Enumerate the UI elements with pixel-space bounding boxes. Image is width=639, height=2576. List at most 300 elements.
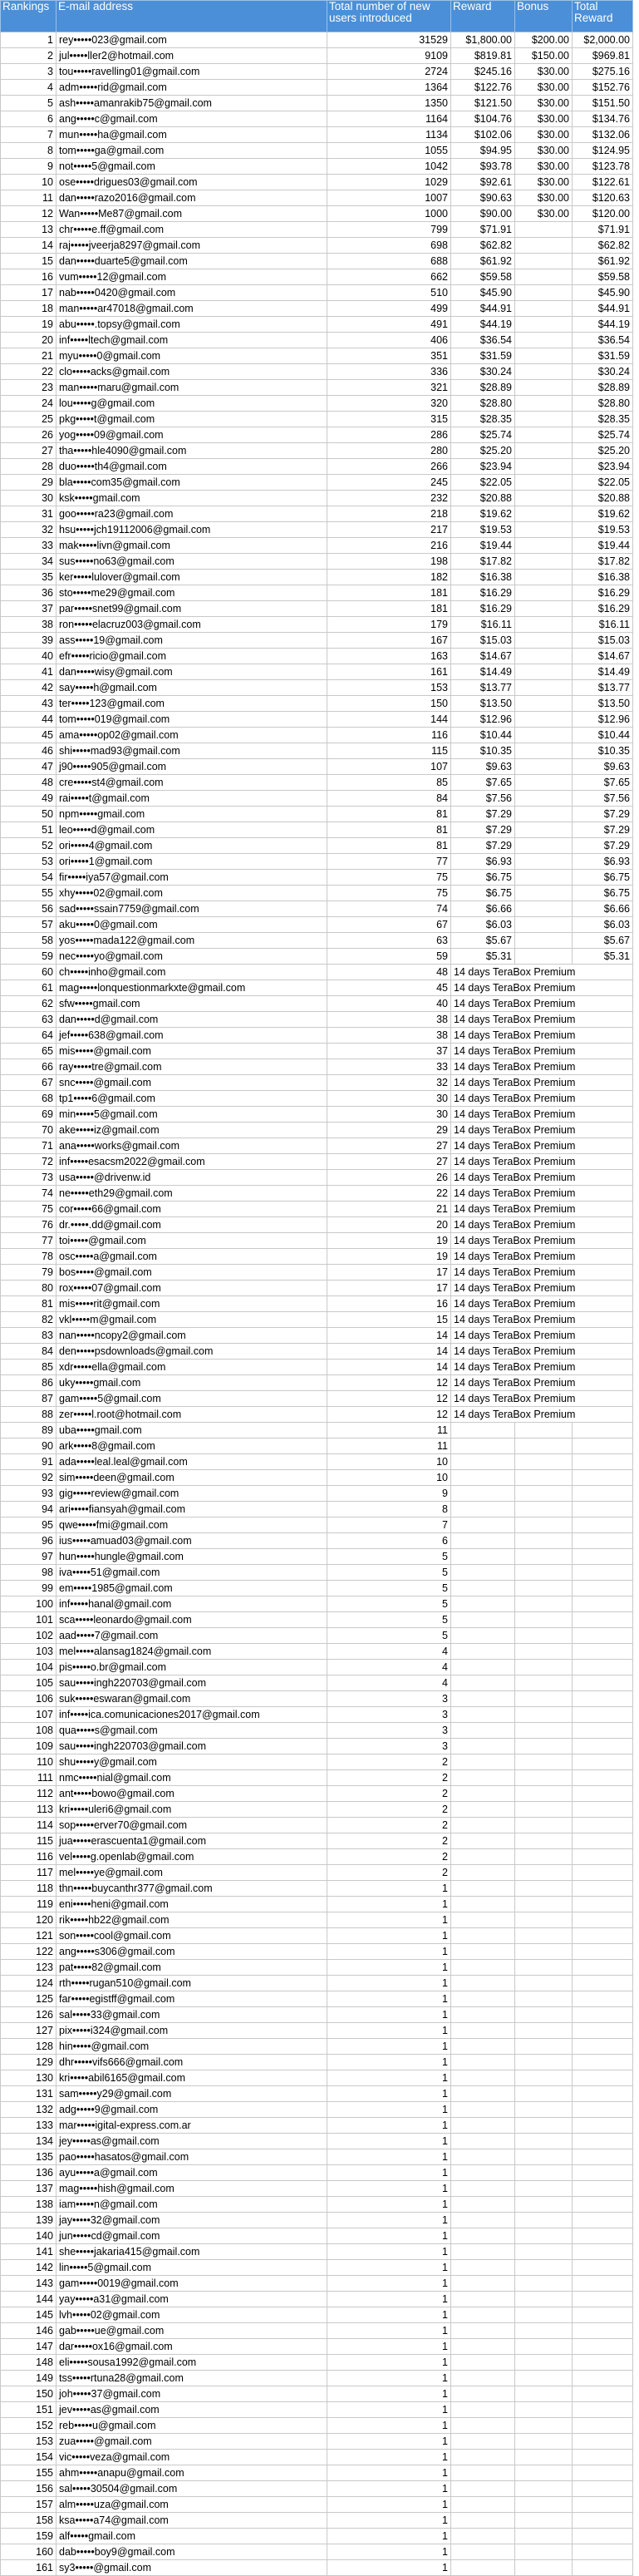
invited-cell: 67 xyxy=(327,917,451,933)
invited-cell: 1 xyxy=(327,2039,451,2055)
email-cell: ron•••••elacruz003@gmail.com xyxy=(57,617,327,633)
invited-cell: 59 xyxy=(327,949,451,965)
rank-cell: 161 xyxy=(1,2560,57,2576)
invited-cell: 198 xyxy=(327,554,451,570)
bonus-cell xyxy=(515,2434,573,2450)
table-row xyxy=(1,2276,633,2292)
total-cell: $28.35 xyxy=(573,412,633,427)
email-cell: xdr•••••ella@gmail.com xyxy=(57,1360,327,1375)
reward-cell: $16.29 xyxy=(451,585,515,601)
bonus-cell xyxy=(515,1675,573,1691)
table-row xyxy=(1,996,633,1012)
invited-cell: 181 xyxy=(327,585,451,601)
table-row xyxy=(1,2149,633,2165)
rank-cell: 51 xyxy=(1,822,57,838)
invited-cell: 3 xyxy=(327,1723,451,1739)
table-row xyxy=(1,917,633,933)
reward-cell: $6.66 xyxy=(451,901,515,917)
reward-cell xyxy=(451,2134,515,2149)
rank-cell: 65 xyxy=(1,1044,57,1059)
rank-cell: 89 xyxy=(1,1423,57,1439)
reward-cell: $22.05 xyxy=(451,475,515,491)
invited-cell: 74 xyxy=(327,901,451,917)
rank-cell: 128 xyxy=(1,2039,57,2055)
total-cell xyxy=(573,2544,633,2560)
email-cell: yog•••••09@gmail.com xyxy=(57,427,327,443)
reward-cell: $104.76 xyxy=(451,111,515,127)
reward-cell xyxy=(451,1897,515,1912)
invited-cell: 161 xyxy=(327,664,451,680)
total-cell xyxy=(573,2086,633,2102)
table-row xyxy=(1,1976,633,1991)
header-row xyxy=(1,1,633,32)
table-row xyxy=(1,2055,633,2070)
invited-cell: 662 xyxy=(327,269,451,285)
email-cell: mag•••••lonquestionmarkxte@gmail.com xyxy=(57,980,327,996)
email-cell: jey•••••as@gmail.com xyxy=(57,2134,327,2149)
total-cell xyxy=(573,1818,633,1833)
email-cell: man•••••maru@gmail.com xyxy=(57,380,327,396)
email-cell: xhy•••••02@gmail.com xyxy=(57,886,327,901)
table-row xyxy=(1,1960,633,1976)
reward-cell xyxy=(451,1517,515,1533)
reward-cell xyxy=(451,2086,515,2102)
invited-cell: 107 xyxy=(327,759,451,775)
bonus-cell xyxy=(515,1833,573,1849)
reward-cell: $6.93 xyxy=(451,854,515,870)
total-cell xyxy=(573,2039,633,2055)
invited-cell: 2 xyxy=(327,1786,451,1802)
reward-cell xyxy=(451,2307,515,2323)
bonus-cell xyxy=(515,1439,573,1454)
reward-cell: 14 days TeraBox Premium xyxy=(451,1138,633,1154)
reward-cell: $93.78 xyxy=(451,159,515,175)
email-cell: ch•••••inho@gmail.com xyxy=(57,965,327,980)
total-cell: $16.29 xyxy=(573,585,633,601)
bonus-cell xyxy=(515,617,573,633)
table-row xyxy=(1,2244,633,2260)
table-row xyxy=(1,32,633,48)
reward-cell: $59.58 xyxy=(451,269,515,285)
table-row xyxy=(1,206,633,222)
total-cell xyxy=(573,1739,633,1754)
reward-cell xyxy=(451,2529,515,2544)
total-cell: $124.95 xyxy=(573,143,633,159)
reward-cell xyxy=(451,1770,515,1786)
table-row xyxy=(1,585,633,601)
bonus-cell xyxy=(515,396,573,412)
reward-cell xyxy=(451,2292,515,2307)
email-cell: adm•••••rid@gmail.com xyxy=(57,80,327,96)
rank-cell: 101 xyxy=(1,1612,57,1628)
email-cell: ang•••••s306@gmail.com xyxy=(57,1944,327,1960)
rank-cell: 137 xyxy=(1,2181,57,2197)
invited-cell: 1 xyxy=(327,2276,451,2292)
table-row xyxy=(1,475,633,491)
reward-cell: 14 days TeraBox Premium xyxy=(451,1186,633,1202)
table-row xyxy=(1,1091,633,1107)
table-row xyxy=(1,1991,633,2007)
bonus-cell xyxy=(515,2260,573,2276)
email-cell: ose•••••drigues03@gmail.com xyxy=(57,175,327,190)
bonus-cell xyxy=(515,1849,573,1865)
table-row xyxy=(1,933,633,949)
total-cell: $13.50 xyxy=(573,696,633,712)
total-cell: $6.93 xyxy=(573,854,633,870)
bonus-cell xyxy=(515,822,573,838)
reward-cell: $5.67 xyxy=(451,933,515,949)
email-cell: bla•••••com35@gmail.com xyxy=(57,475,327,491)
rank-cell: 93 xyxy=(1,1486,57,1502)
invited-cell: 5 xyxy=(327,1581,451,1596)
rank-cell: 37 xyxy=(1,601,57,617)
rank-cell: 130 xyxy=(1,2070,57,2086)
email-cell: sau•••••ingh220703@gmail.com xyxy=(57,1739,327,1754)
email-cell: say•••••h@gmail.com xyxy=(57,680,327,696)
reward-cell: 14 days TeraBox Premium xyxy=(451,1281,633,1296)
invited-cell: 5 xyxy=(327,1612,451,1628)
email-cell: dab•••••boy9@gmail.com xyxy=(57,2544,327,2560)
reward-cell: $61.92 xyxy=(451,254,515,269)
invited-cell: 37 xyxy=(327,1044,451,1059)
reward-cell: 14 days TeraBox Premium xyxy=(451,1407,633,1423)
table-row xyxy=(1,1644,633,1660)
reward-cell xyxy=(451,2402,515,2418)
email-cell: chr•••••e.ff@gmail.com xyxy=(57,222,327,238)
email-cell: inf•••••hanal@gmail.com xyxy=(57,1596,327,1612)
rank-cell: 149 xyxy=(1,2371,57,2386)
rank-cell: 77 xyxy=(1,1233,57,1249)
invited-cell: 1 xyxy=(327,2197,451,2213)
reward-cell xyxy=(451,2371,515,2386)
total-cell xyxy=(573,2497,633,2513)
total-cell xyxy=(573,2355,633,2371)
invited-cell: 75 xyxy=(327,870,451,886)
rank-cell: 115 xyxy=(1,1833,57,1849)
total-cell: $152.76 xyxy=(573,80,633,96)
bonus-cell xyxy=(515,2339,573,2355)
email-cell: sal•••••33@gmail.com xyxy=(57,2007,327,2023)
invited-cell: 48 xyxy=(327,965,451,980)
total-cell: $5.31 xyxy=(573,949,633,965)
email-cell: nmc•••••nial@gmail.com xyxy=(57,1770,327,1786)
reward-cell xyxy=(451,2481,515,2497)
table-row xyxy=(1,1486,633,1502)
invited-cell: 19 xyxy=(327,1233,451,1249)
reward-cell xyxy=(451,1486,515,1502)
reward-cell: 14 days TeraBox Premium xyxy=(451,965,633,980)
table-row xyxy=(1,1012,633,1028)
reward-cell: 14 days TeraBox Premium xyxy=(451,1249,633,1265)
total-cell: $36.54 xyxy=(573,333,633,348)
total-cell xyxy=(573,2244,633,2260)
total-cell: $7.56 xyxy=(573,791,633,807)
reward-cell xyxy=(451,1565,515,1581)
invited-cell: 1 xyxy=(327,2339,451,2355)
reward-cell xyxy=(451,1423,515,1439)
total-cell: $2,000.00 xyxy=(573,32,633,48)
bonus-cell xyxy=(515,1770,573,1786)
email-cell: ana•••••works@gmail.com xyxy=(57,1138,327,1154)
total-cell xyxy=(573,2307,633,2323)
email-cell: cre•••••st4@gmail.com xyxy=(57,775,327,791)
rank-cell: 100 xyxy=(1,1596,57,1612)
bonus-cell xyxy=(515,807,573,822)
bonus-cell xyxy=(515,301,573,317)
email-cell: qwe•••••fmi@gmail.com xyxy=(57,1517,327,1533)
invited-cell: 510 xyxy=(327,285,451,301)
reward-cell xyxy=(451,2339,515,2355)
rank-cell: 85 xyxy=(1,1360,57,1375)
email-cell: nan•••••ncopy2@gmail.com xyxy=(57,1328,327,1344)
reward-cell xyxy=(451,1739,515,1754)
email-cell: nab•••••0420@gmail.com xyxy=(57,285,327,301)
rank-cell: 63 xyxy=(1,1012,57,1028)
total-cell xyxy=(573,2529,633,2544)
header-bonus: Bonus xyxy=(515,1,573,32)
email-cell: dar•••••ox16@gmail.com xyxy=(57,2339,327,2355)
bonus-cell xyxy=(515,1739,573,1754)
invited-cell: 1 xyxy=(327,2292,451,2307)
table-row xyxy=(1,175,633,190)
invited-cell: 1 xyxy=(327,2307,451,2323)
reward-cell: $44.19 xyxy=(451,317,515,333)
invited-cell: 1 xyxy=(327,1912,451,1928)
reward-cell xyxy=(451,2465,515,2481)
invited-cell: 2 xyxy=(327,1818,451,1833)
reward-cell: $16.11 xyxy=(451,617,515,633)
table-row xyxy=(1,459,633,475)
bonus-cell xyxy=(515,522,573,538)
rank-cell: 9 xyxy=(1,159,57,175)
rank-cell: 3 xyxy=(1,64,57,80)
invited-cell: 81 xyxy=(327,807,451,822)
invited-cell: 1 xyxy=(327,1928,451,1944)
reward-cell: 14 days TeraBox Premium xyxy=(451,1217,633,1233)
invited-cell: 9 xyxy=(327,1486,451,1502)
rank-cell: 21 xyxy=(1,348,57,364)
rank-cell: 110 xyxy=(1,1754,57,1770)
total-cell xyxy=(573,1565,633,1581)
email-cell: gam•••••5@gmail.com xyxy=(57,1391,327,1407)
reward-cell xyxy=(451,1833,515,1849)
email-cell: den•••••psdownloads@gmail.com xyxy=(57,1344,327,1360)
reward-cell xyxy=(451,2055,515,2070)
email-cell: vel•••••g.openlab@gmail.com xyxy=(57,1849,327,1865)
invited-cell: 29 xyxy=(327,1123,451,1138)
rank-cell: 78 xyxy=(1,1249,57,1265)
reward-cell: 14 days TeraBox Premium xyxy=(451,1312,633,1328)
invited-cell: 2 xyxy=(327,1865,451,1881)
rank-cell: 19 xyxy=(1,317,57,333)
rank-cell: 18 xyxy=(1,301,57,317)
invited-cell: 799 xyxy=(327,222,451,238)
bonus-cell xyxy=(515,1565,573,1581)
table-row xyxy=(1,1739,633,1754)
table-row xyxy=(1,1328,633,1344)
reward-cell: $25.74 xyxy=(451,427,515,443)
invited-cell: 351 xyxy=(327,348,451,364)
reward-cell: 14 days TeraBox Premium xyxy=(451,1028,633,1044)
bonus-cell xyxy=(515,238,573,254)
reward-cell xyxy=(451,1549,515,1565)
reward-cell: $15.03 xyxy=(451,633,515,649)
reward-cell xyxy=(451,2181,515,2197)
email-cell: dan•••••razo2016@gmail.com xyxy=(57,190,327,206)
email-cell: inf•••••esacsm2022@gmail.com xyxy=(57,1154,327,1170)
reward-cell: $7.29 xyxy=(451,822,515,838)
reward-cell xyxy=(451,1707,515,1723)
table-row xyxy=(1,712,633,728)
invited-cell: 26 xyxy=(327,1170,451,1186)
reward-cell xyxy=(451,1596,515,1612)
table-row xyxy=(1,1407,633,1423)
email-cell: rik•••••hb22@gmail.com xyxy=(57,1912,327,1928)
reward-cell: $122.76 xyxy=(451,80,515,96)
rank-cell: 39 xyxy=(1,633,57,649)
bonus-cell xyxy=(515,1517,573,1533)
rank-cell: 136 xyxy=(1,2165,57,2181)
bonus-cell xyxy=(515,649,573,664)
total-cell: $28.89 xyxy=(573,380,633,396)
rank-cell: 132 xyxy=(1,2102,57,2118)
reward-cell xyxy=(451,1865,515,1881)
table-row xyxy=(1,491,633,506)
reward-cell: $44.91 xyxy=(451,301,515,317)
bonus-cell xyxy=(515,2118,573,2134)
rank-cell: 11 xyxy=(1,190,57,206)
rank-cell: 114 xyxy=(1,1818,57,1833)
bonus-cell xyxy=(515,870,573,886)
invited-cell: 320 xyxy=(327,396,451,412)
rank-cell: 139 xyxy=(1,2213,57,2228)
bonus-cell xyxy=(515,2307,573,2323)
invited-cell: 40 xyxy=(327,996,451,1012)
invited-cell: 232 xyxy=(327,491,451,506)
rank-cell: 106 xyxy=(1,1691,57,1707)
table-row xyxy=(1,2560,633,2576)
total-cell xyxy=(573,2102,633,2118)
rank-cell: 53 xyxy=(1,854,57,870)
table-row xyxy=(1,127,633,143)
invited-cell: 1007 xyxy=(327,190,451,206)
email-cell: dr.•••••.dd@gmail.com xyxy=(57,1217,327,1233)
rank-cell: 79 xyxy=(1,1265,57,1281)
invited-cell: 2 xyxy=(327,1833,451,1849)
total-cell xyxy=(573,1581,633,1596)
rank-cell: 158 xyxy=(1,2513,57,2529)
bonus-cell xyxy=(515,2513,573,2529)
rank-cell: 72 xyxy=(1,1154,57,1170)
rank-cell: 150 xyxy=(1,2386,57,2402)
invited-cell: 17 xyxy=(327,1265,451,1281)
invited-cell: 1 xyxy=(327,2070,451,2086)
bonus-cell xyxy=(515,269,573,285)
bonus-cell xyxy=(515,1928,573,1944)
email-cell: ius•••••amuad03@gmail.com xyxy=(57,1533,327,1549)
table-row xyxy=(1,822,633,838)
bonus-cell: $30.00 xyxy=(515,175,573,190)
table-row xyxy=(1,1217,633,1233)
bonus-cell xyxy=(515,333,573,348)
reward-cell xyxy=(451,2386,515,2402)
reward-cell: $16.29 xyxy=(451,601,515,617)
total-cell xyxy=(573,1991,633,2007)
rank-cell: 52 xyxy=(1,838,57,854)
invited-cell: 9109 xyxy=(327,48,451,64)
rank-cell: 135 xyxy=(1,2149,57,2165)
bonus-cell xyxy=(515,459,573,475)
rank-cell: 81 xyxy=(1,1296,57,1312)
bonus-cell xyxy=(515,1423,573,1439)
reward-cell xyxy=(451,2118,515,2134)
email-cell: rey•••••023@gmail.com xyxy=(57,32,327,48)
reward-cell: $6.75 xyxy=(451,870,515,886)
invited-cell: 1 xyxy=(327,2260,451,2276)
invited-cell: 1 xyxy=(327,2560,451,2576)
bonus-cell xyxy=(515,1897,573,1912)
table-row xyxy=(1,949,633,965)
reward-cell: $19.53 xyxy=(451,522,515,538)
bonus-cell xyxy=(515,2070,573,2086)
table-row xyxy=(1,1138,633,1154)
reward-cell: $9.63 xyxy=(451,759,515,775)
invited-cell: 27 xyxy=(327,1138,451,1154)
reward-cell: $121.50 xyxy=(451,96,515,111)
invited-cell: 77 xyxy=(327,854,451,870)
total-cell: $10.35 xyxy=(573,743,633,759)
header-reward: Reward xyxy=(451,1,515,32)
invited-cell: 1 xyxy=(327,1897,451,1912)
total-cell: $16.29 xyxy=(573,601,633,617)
reward-cell: $6.03 xyxy=(451,917,515,933)
email-cell: adg•••••9@gmail.com xyxy=(57,2102,327,2118)
invited-cell: 167 xyxy=(327,633,451,649)
table-row xyxy=(1,2513,633,2529)
bonus-cell xyxy=(515,491,573,506)
rank-cell: 44 xyxy=(1,712,57,728)
reward-cell xyxy=(451,1944,515,1960)
reward-cell: $19.62 xyxy=(451,506,515,522)
email-cell: kri•••••abil6165@gmail.com xyxy=(57,2070,327,2086)
reward-cell: $7.29 xyxy=(451,838,515,854)
email-cell: gab•••••ue@gmail.com xyxy=(57,2323,327,2339)
reward-cell xyxy=(451,1928,515,1944)
reward-cell xyxy=(451,1849,515,1865)
rank-cell: 47 xyxy=(1,759,57,775)
invited-cell: 30 xyxy=(327,1091,451,1107)
reward-cell xyxy=(451,2039,515,2055)
invited-cell: 4 xyxy=(327,1660,451,1675)
reward-cell: 14 days TeraBox Premium xyxy=(451,1154,633,1170)
email-cell: Wan•••••Me87@gmail.com xyxy=(57,206,327,222)
total-cell xyxy=(573,1944,633,1960)
total-cell xyxy=(573,2260,633,2276)
rank-cell: 73 xyxy=(1,1170,57,1186)
invited-cell: 1 xyxy=(327,2481,451,2497)
total-cell xyxy=(573,2118,633,2134)
table-row xyxy=(1,238,633,254)
rank-cell: 102 xyxy=(1,1628,57,1644)
rank-cell: 105 xyxy=(1,1675,57,1691)
table-row xyxy=(1,1802,633,1818)
bonus-cell xyxy=(515,506,573,522)
table-row xyxy=(1,396,633,412)
email-cell: min•••••5@gmail.com xyxy=(57,1107,327,1123)
invited-cell: 1 xyxy=(327,2181,451,2197)
bonus-cell xyxy=(515,2386,573,2402)
invited-cell: 1 xyxy=(327,1976,451,1991)
